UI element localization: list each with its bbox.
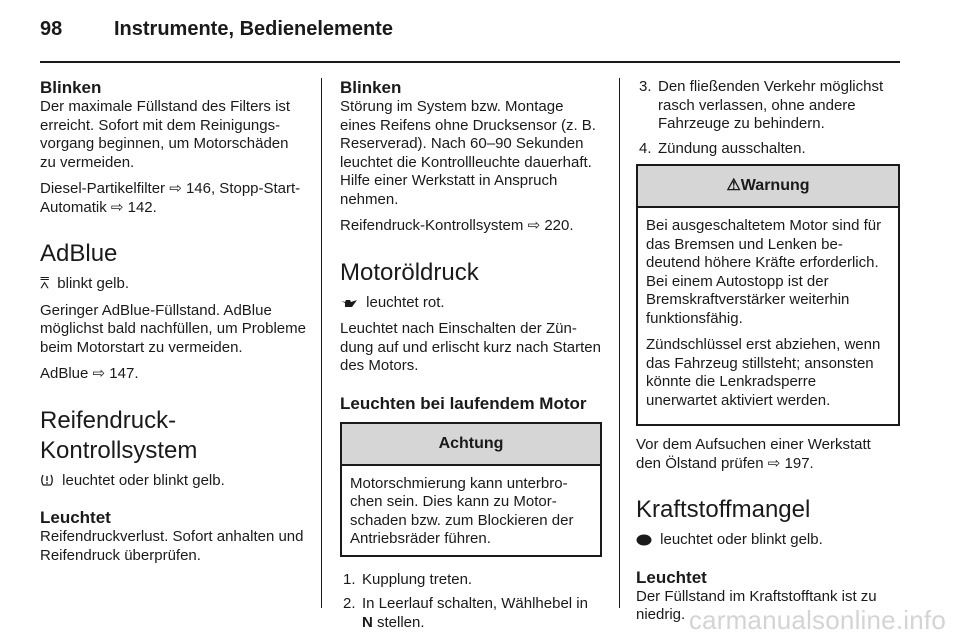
steps-list-continued <box>636 78 900 158</box>
column-divider <box>321 78 322 608</box>
tire-pressure-icon <box>40 473 54 487</box>
column-3 <box>636 78 900 633</box>
fuel-status: leuchtet oder blinkt gelb. <box>636 531 900 550</box>
workshop-text: Vor dem Aufsuchen einer Werkstatt den Ölstand prüfen ⇨ 197. <box>636 436 871 472</box>
page-header <box>40 18 393 41</box>
page-ref-arrow-icon: ⇨ <box>169 180 182 197</box>
adblue-warning-icon: ⩞ <box>40 275 50 292</box>
leuchtet-text: Reifendruckverlust. Sofort anhalten und Reifendruck überprüfen. <box>40 528 304 564</box>
leuchtet-text: Der Füllstand im Kraftstofftank ist zu niedrig. <box>636 587 877 623</box>
oil-text: Leuchtet nach Einschalten der Zündung auf und erlischt kurz nach Starten des Motors. <box>340 320 601 374</box>
page-ref-arrow-icon: ⇨ <box>92 365 106 382</box>
list-item: 1. Kupplung treten. <box>343 570 473 588</box>
oil-pressure-heading: Motoröldruck <box>340 258 479 286</box>
steps-list <box>340 571 602 633</box>
oil-can-icon <box>340 297 358 309</box>
blinken-heading: Blinken <box>340 78 402 97</box>
tpms-reference: Reifendruck-Kontrollsystem ⇨ 220. <box>340 217 574 234</box>
page-ref-arrow-icon: ⇨ <box>110 198 124 216</box>
warning-box <box>636 164 900 426</box>
adblue-heading: AdBlue <box>40 240 118 267</box>
blinken-heading: Blinken <box>40 78 102 97</box>
header-rule <box>40 61 900 63</box>
warning-header <box>638 166 898 208</box>
fuel-indicator-icon <box>636 534 652 546</box>
leuchtet-heading: Leuchtet <box>636 567 707 587</box>
blinken-text: Der maximale Füllstand des Filters ist erreicht. Sofort mit dem Reinigungsvorgang beginnen, um Motorschäden zu vermeiden. <box>40 98 291 171</box>
adblue-text: Geringer AdBlue-Füllstand. AdBlue möglichst bald nachfüllen, um Probleme beim Motorstart zu vermeiden. <box>40 301 306 356</box>
adblue-reference: AdBlue ⇨ 147. <box>40 365 139 382</box>
column-2 <box>340 78 602 638</box>
page-ref-arrow-icon: ⇨ <box>527 217 541 234</box>
running-engine-heading: Leuchten bei laufendem Motor <box>340 393 587 413</box>
watermark: carmanualsonline.info <box>688 605 946 635</box>
column-divider <box>619 78 620 608</box>
blinken-text: Störung im System bzw. Montage eines Reifens ohne Drucksensor (z. B. Reserverad). Nach 60–90 Sekunden leuchtet die Kontrollleuchte dauerhaft. Hilfe einer Werkstatt in Anspruch nehmen. <box>340 98 596 208</box>
diesel-reference: Diesel-Partikelfilter ⇨ 146, Stopp-Start-Automatik ⇨ 142. <box>40 180 301 216</box>
oil-status: leuchtet rot. <box>340 294 602 313</box>
adblue-status: ⩞ blinkt gelb. <box>40 275 130 292</box>
caution-box <box>340 422 602 557</box>
page-title: Instrumente, Bedienelemente <box>114 18 393 40</box>
warning-text-1: Bei ausgeschaltetem Motor sind für das Bremsen und Lenken bedeutend höhere Kräfte erforderlich. Bei einem Autostopp ist der Bremskraftverstärker weiterhin funktionsfähig. <box>646 217 882 327</box>
tpms-status: leuchtet oder blinkt gelb. <box>40 472 308 491</box>
fuel-heading: Kraftstoffmangel <box>636 496 811 523</box>
tpms-heading: Reifendruck- Kontrollsystem <box>40 406 198 464</box>
warning-text-2: Zündschlüssel erst abziehen, wenn das Fahrzeug stillsteht; ansonsten könnte die Lenkradsperre unerwartet aktiviert werden. <box>646 336 881 409</box>
page-ref-arrow-icon: ⇨ <box>767 454 781 472</box>
caution-text: Motorschmierung kann unterbrochen sein. Dies kann zu Motorschaden bzw. zum Blockieren der Antriebsräder führen. <box>350 474 574 547</box>
list-item: 2. In Leerlauf schalten, Wählhebel in N stellen. <box>343 595 588 631</box>
list-item: 3. Den fließenden Verkehr möglichst rasch verlassen, ohne andere Fahrzeuge zu behindern. <box>639 78 884 132</box>
warning-body <box>638 208 898 424</box>
leuchtet-heading: Leuchtet <box>40 508 111 527</box>
caution-title: Achtung <box>342 424 600 466</box>
warning-triangle-icon: ⚠ <box>726 177 741 194</box>
page-number: 98 <box>40 18 63 40</box>
warning-title: Warnung <box>740 177 810 194</box>
list-item: 4. Zündung ausschalten. <box>639 139 806 157</box>
column-1 <box>40 78 308 573</box>
